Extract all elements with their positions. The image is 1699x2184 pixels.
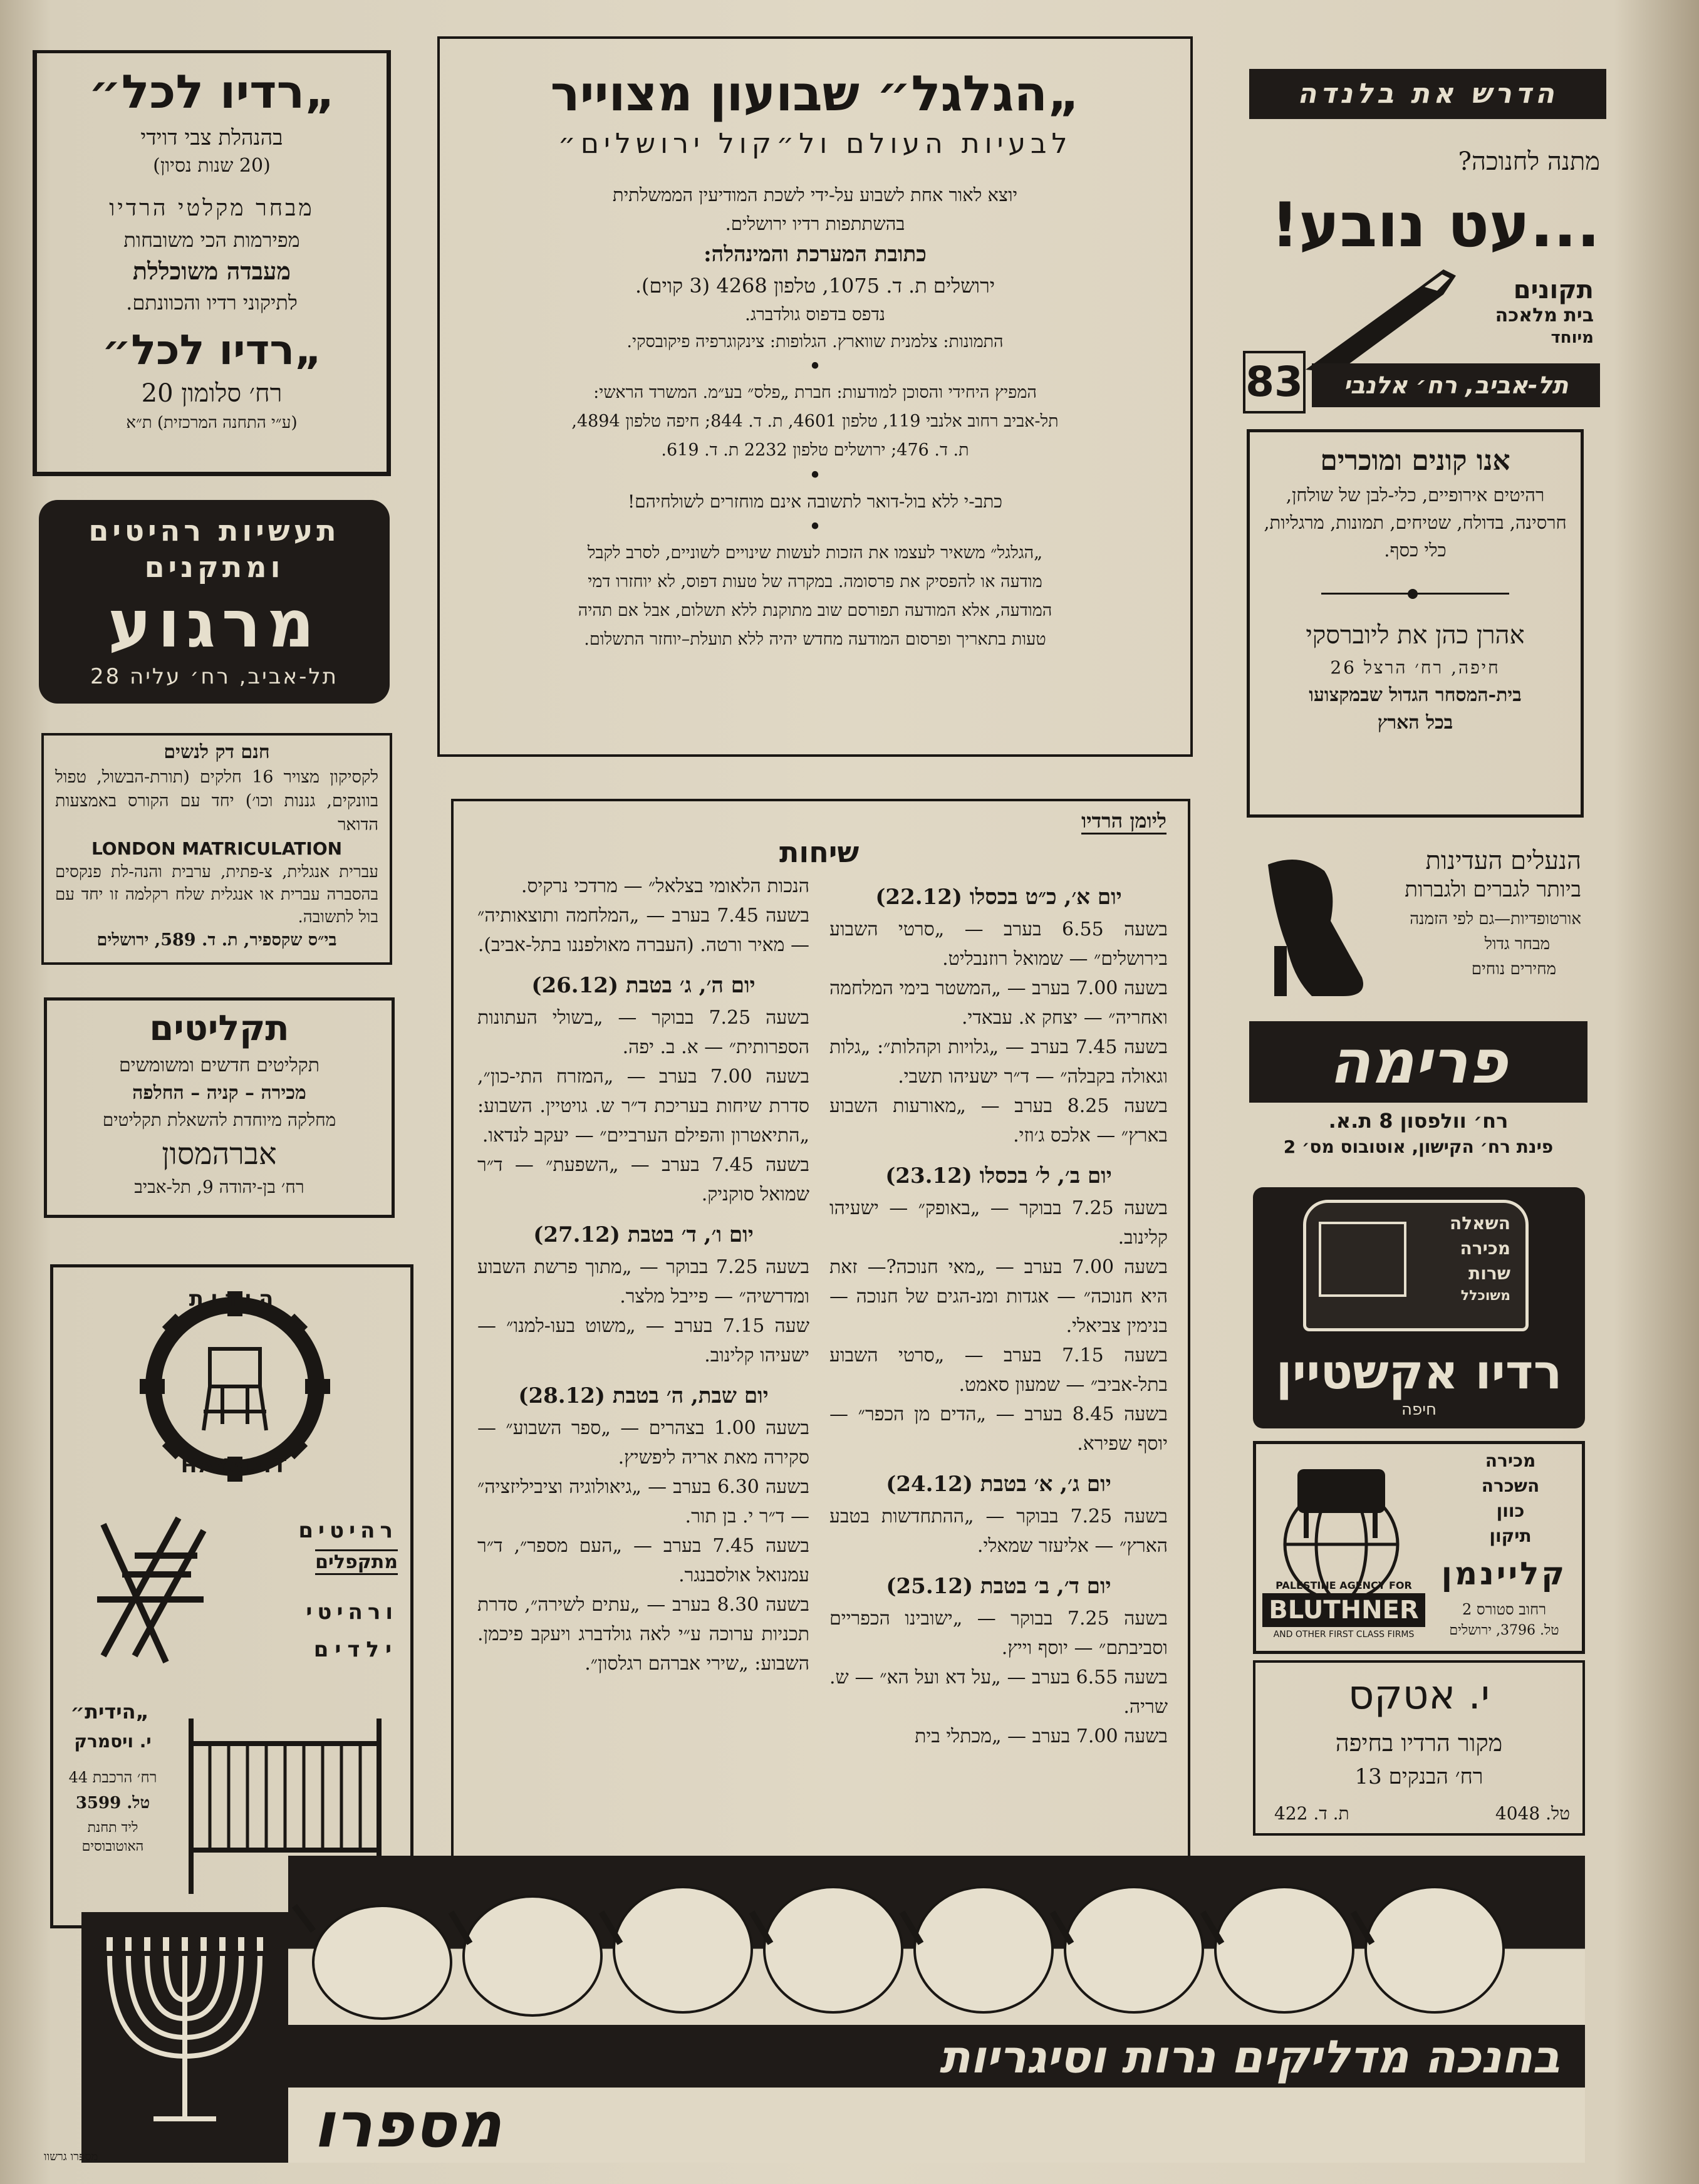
ad-title: „רדיו לכל״ — [88, 65, 335, 119]
schedule-column-left — [477, 871, 809, 1678]
ad-buyers — [1247, 429, 1584, 818]
ad-address: פינת רח׳ הקישון, אוטובוס מס׳ 2 — [1283, 1136, 1554, 1157]
ad-lexicon — [41, 733, 392, 965]
ad-line: מחירים נוחים — [1471, 960, 1556, 979]
ad-brand: BLUTHNER — [1262, 1593, 1425, 1627]
masthead-text: נדפס בדפוס גולדברג. — [744, 304, 886, 325]
ad-title: חנם דק לנשים — [164, 741, 270, 763]
ad-note: ליד תחנת האוטובוסים — [81, 1820, 144, 1854]
ad-line: מבחר מקלטי הרדיו — [109, 195, 314, 221]
slogan-strip — [288, 2025, 1585, 2088]
ad-line: בית-המסחר הגדול שבמקצועו — [1309, 684, 1522, 706]
schedule-day-heading: יום ג׳, א׳ בטבת (24.12) — [886, 1472, 1111, 1497]
masthead-text: כתובת המערכת והמינהלה: — [704, 242, 927, 267]
ad-bottom-banner — [44, 1856, 1585, 2169]
schedule-entry: בשעה 8.45 בערב — „הדים מן הכפר״ — יוסף שפירא. — [829, 1403, 1168, 1455]
masthead-text: התמונות: צלמנית שווארץ. הגלופות: צינקוגרפיה פיקובסקי. — [626, 332, 1004, 351]
ad-line: בית מלאכה — [1495, 304, 1594, 326]
ad-number: 83 — [1243, 351, 1306, 413]
ad-address: רח׳ הרכבת 44 — [68, 1769, 157, 1786]
schedule-entry: בשעה 7.25 בבוקר — „באופק״ — ישעיהו קלינוב. — [829, 1197, 1168, 1249]
masthead-text: תל-אביב רחוב אלנבי 119, טלפון 4601, ת. ד. 844; חיפה טלפון 4894, — [571, 412, 1059, 431]
ad-line: מעבדה משוכללת — [132, 257, 291, 285]
ad-title: תקליטים — [149, 1008, 289, 1049]
schedule-entry: בשעה 7.25 בבוקר — „ההתחדשות בטבע הארץ״ — אליעזר שמאלי. — [829, 1505, 1168, 1557]
ad-address: רח׳ סלומון 20 — [141, 379, 283, 408]
menorah-icon — [94, 1931, 276, 2144]
schedule-entry: שעה 7.15 בערב — „משוט בעו-למנו״ — ישעיהו קלינוב. — [477, 1315, 809, 1366]
smoking-faces-illustration — [288, 1856, 1585, 2025]
shoe-icon — [1249, 852, 1374, 1002]
ad-item: ילדים — [313, 1637, 398, 1662]
ad-line: מקור הרדיו בחיפה — [1335, 1729, 1503, 1757]
ad-pobox: ת. ד. 422 — [1274, 1803, 1349, 1824]
schedule-entry: בשעה 7.45 בערב — „השפעת״ — ד״ר שמואל סוקניק. — [477, 1154, 809, 1205]
ad-address: רח׳ בן-יהודה 9, תל-אביב — [134, 1177, 304, 1197]
schedule-entry: בשעה 7.25 בבוקר — „ישובינו הכפריים וסביבתם״ — יוסף וייץ. — [829, 1608, 1168, 1659]
folding-chair-icon — [78, 1505, 216, 1668]
logo-hebrew: הידית — [189, 1286, 281, 1311]
ad-name: קליינמן — [1441, 1556, 1567, 1592]
ad-line: הנעלים העדינות — [1425, 846, 1581, 875]
ad-line: מפירמות הכי משובחות — [123, 228, 300, 252]
piano-globe-icon — [1260, 1450, 1423, 1601]
schedule-column-right — [829, 871, 1168, 1751]
masthead-text: המודעה, אלא המודעה תפורסם שוב מתוקנת ללא תשלום, אבל אם תהיה — [578, 601, 1052, 620]
ad-line: השכרה — [1481, 1475, 1540, 1496]
separator-dot: • — [808, 463, 822, 489]
schedule-entry: בשעה 7.25 בבוקר — „בשולי העתונות הספרותית״ — א. ב. יפה. — [477, 1007, 810, 1058]
schedule-entry: בשעה 7.00 בערב — „מכתלי בית — [915, 1725, 1168, 1747]
masthead-text: ירושלים ת. ד. 1075, טלפון 4268 (3 קוים). — [635, 274, 995, 298]
ad-line: אורטופדיות—גם לפי הזמנה — [1410, 910, 1581, 928]
fountain-pen-icon — [1299, 263, 1462, 376]
ad-line: תעשיות רהיטים — [88, 514, 340, 548]
ad-radio-lekol — [33, 50, 391, 476]
ad-line: תקליטים חדשים ומשומשים — [118, 1054, 320, 1076]
hayadit-logo — [135, 1286, 335, 1487]
ad-title: אנו קונים ומוכרים — [1320, 445, 1510, 477]
ad-item: רהיטים — [298, 1518, 398, 1543]
ad-line: השאלה — [1449, 1213, 1510, 1234]
schedule-label: ליומן הרדיו — [1081, 809, 1166, 835]
masthead-text: כתב-י ללא בול-דואר לתשובה אינם מוחזרים לשולחיהם! — [628, 491, 1002, 512]
ad-item: ורהיטי — [306, 1599, 398, 1625]
ad-address: רחוב סטורס 2 — [1462, 1601, 1546, 1618]
ad-city: חיפה — [1401, 1400, 1437, 1419]
schedule-entry: בשעה 8.25 בערב — „מאורעות השבוע בארץ״ — אלכס ג׳וזי. — [829, 1095, 1168, 1147]
schedule-entry: בשעה 7.15 בערב — „סרטי השבוע בתל-אביב״ — שמעון סאמט. — [829, 1344, 1168, 1396]
schedule-entry: הנכות הלאומי בצלאל״ — מרדכי נרקיס. — [521, 875, 809, 897]
ad-slogan: בחנכה מדליקים נרות וסיגריות — [939, 2031, 1560, 2083]
ad-banner: הדרש את בלנדה — [1249, 69, 1606, 119]
ad-line: ומתקנים — [144, 550, 284, 584]
ad-name: „הידית״ — [70, 1700, 149, 1724]
ad-line: תיקון — [1489, 1526, 1532, 1546]
ad-name: י. אטקס — [1348, 1672, 1490, 1719]
ad-text: לקסיקון מצויר 16 חלקים (תורת-הבשול, טפול בוונקים, גננות וכו׳) יחד עם הקורס באמצעות הדואר — [55, 767, 378, 835]
ad-kleinman — [1253, 1441, 1585, 1654]
ad-name: אברהמסון — [162, 1136, 277, 1172]
schedule-entry: בשעה 6.30 בערב — „גיאולוגיה וציביליזציה״ — ד״ר י. בן תור. — [477, 1476, 809, 1527]
masthead-subtitle: לבעיות העולם ול״קול ירושלים״ — [558, 128, 1073, 160]
ad-brand: פרימה — [1249, 1021, 1587, 1103]
ad-agency: AND OTHER FIRST CLASS FIRMS — [1273, 1630, 1415, 1640]
ad-phone: טל. 3796, ירושלים — [1449, 1623, 1559, 1638]
ad-line: כוון — [1496, 1500, 1525, 1521]
ad-line: מכירה – קניה – החלפה — [132, 1082, 306, 1104]
ad-line: תקונים — [1513, 276, 1594, 304]
ad-records — [44, 997, 395, 1218]
ad-line: (20 שנות נסיון) — [153, 155, 271, 177]
schedule-entry: בשעה 7.25 בבוקר — „מתוך פרשת השבוע ומדרשיה״ — פייבל מלצר. — [477, 1256, 809, 1308]
schedule-title: שיחות — [779, 835, 860, 869]
schedule-day-heading: יום שבת, ה׳ בטבת (28.12) — [518, 1383, 769, 1408]
ad-footer: בי״ס שקספיר, ת. ד. 589, ירושלים — [96, 930, 337, 950]
menorah-panel — [81, 1912, 288, 2163]
ad-text: רהיטים אירופיים, כלי-לבן של שולחן, חרסינה, בדולח, שטיחים, תמונות, מרגליות, כלי כסף. — [1264, 484, 1567, 561]
masthead-text: „הגלגל״ משאיר לעצמו את הזכות לעשות שינויים לשוניים, לסרב לקבל — [587, 543, 1043, 563]
decorative-divider — [1321, 589, 1509, 598]
ad-line: מכירה — [1460, 1238, 1510, 1259]
schedule-day-heading: יום א׳, כ״ט בכסלו (22.12) — [875, 885, 1122, 910]
radio-set-illustration — [1303, 1200, 1529, 1331]
schedule-entry: בשעה 7.45 בערב — „המלחמה ותוצאותיה״ — מאיר ורטה. (העברה מאולפננו בתל-אביב). — [477, 905, 810, 956]
ad-question: מתנה לחנוכה? — [1458, 147, 1600, 176]
ad-line: בהנהלת צבי דוידי — [140, 125, 283, 150]
ad-title-2: „רדיו לכל״ — [101, 326, 322, 374]
ad-text-2: עברית אנגלית, צ-פתית, ערבית והנה-לת פנקסים בהסברה עברית או אנגלית שלח רקלמה זו יחד עם בול לתשובה. — [55, 863, 378, 927]
schedule-day-heading: יום ד׳, ב׳ בטבת (25.12) — [886, 1574, 1111, 1599]
schedule-day-heading: יום ב׳, ל׳ בכסלו (23.12) — [885, 1163, 1112, 1188]
separator-dot: • — [808, 514, 822, 540]
masthead-text: בהשתתפות רדיו ירושלים. — [725, 213, 905, 234]
ad-line: לתיקוני רדיו והכוונתם. — [126, 291, 298, 315]
ad-brand: מספרו — [313, 2088, 502, 2161]
masthead-text: מודעה או להפסיק את פרסומה. במקרה של טעות דפוס, לא יוחזרו דמי — [588, 572, 1042, 591]
ad-line: בכל הארץ — [1377, 712, 1453, 734]
ad-atkes — [1253, 1660, 1585, 1836]
ad-name: אהרן כהן את ליוברסקי — [1306, 621, 1525, 650]
radio-schedule-box — [451, 799, 1190, 1873]
schedule-entry: בשעה 7.00 בערב — „מאי חנוכה?— זאת היא חנוכה״ — אגדות ומנ-הגים של חנוכה — בנימין צביאלי. — [829, 1256, 1168, 1337]
ad-address: רח׳ הבנקים 13 — [1354, 1764, 1483, 1789]
ad-english: LONDON MATRICULATION — [91, 838, 343, 859]
ad-line: שרות — [1468, 1263, 1510, 1284]
separator-dot: • — [808, 354, 822, 380]
ad-line: מבחר גדול — [1484, 935, 1550, 954]
schedule-day-heading: יום ו׳, ד׳ בטבת (27.12) — [533, 1222, 754, 1247]
ad-brand: רדיו אקשטיין — [1276, 1344, 1562, 1400]
ad-address: תל-אביב, רח׳ אלנבי — [1312, 363, 1600, 407]
schedule-entry: בשעה 7.00 בערב — „המזרח התי-כון״, סדרת שיחות בעריכת ד״ר ש. גויטיין. השבוע: „התיאטרון והפילם הערביים״ — יעקב לנדאו. — [477, 1066, 809, 1147]
ad-item: מתקפלים — [315, 1549, 398, 1575]
ad-prima — [1249, 840, 1587, 1165]
printer-credit: מספרו גרשוו — [44, 2150, 98, 2163]
faces-illustration — [288, 1856, 1585, 2025]
ad-title: מרגוע — [108, 586, 321, 662]
ad-radio-ashtein — [1253, 1187, 1585, 1428]
schedule-day-heading: יום ה׳, ג׳ בטבת (26.12) — [531, 973, 756, 998]
schedule-entry: בשעה 7.45 בערב — „גלויות וקהלות״: „גלות וגאולה בקבלה״ — ד״ר ישעיהו תשבי. — [829, 1036, 1168, 1088]
masthead-text: המפיץ היחידי והסוכן למודעות: חברת „פלס״ בע״מ. המשרד הראשי: — [593, 383, 1037, 402]
schedule-entry: בשעה 7.00 בערב — „המשטר בימי המלחמה ואחריה״ — יצחק א. עבאדי. — [829, 977, 1168, 1029]
ad-pen — [1243, 69, 1606, 420]
schedule-entry: בשעה 6.55 בערב — „על דא ועל הא״ — ש. שריה. — [829, 1667, 1168, 1718]
ad-line: מחלקה מיוחדת להשאלת תקליטים — [102, 1110, 336, 1130]
schedule-entry: בשעה 7.45 בערב — „העם מספר״, ד״ר עמנואל אולסבנגר. — [477, 1535, 809, 1586]
brand-strip — [288, 2088, 1585, 2163]
ad-agency: PALESTINE AGENCY FOR — [1276, 1579, 1412, 1591]
ad-phone: טל. 4048 — [1495, 1803, 1570, 1824]
logo-text: HAYADIT — [180, 1455, 289, 1477]
ad-margoa — [39, 500, 390, 704]
ad-line: מיוחד — [1551, 328, 1594, 347]
schedule-entry: בשעה 1.00 בצהרים — „ספר השבוע״ — סקירה מאת אריה ליפשיץ. — [477, 1417, 809, 1469]
masthead-box — [437, 36, 1193, 757]
ad-phone: טל. 3599 — [75, 1794, 150, 1812]
masthead-text: ת. ד. 476; ירושלים טלפון 2232 ת. ד. 619. — [661, 440, 969, 460]
ad-footer: (ע״י התחנה המרכזית) ת״א — [126, 413, 298, 432]
ad-hayadit — [50, 1264, 413, 1928]
masthead-text: טעות בתאריך ופרסום המודעה מחדש יהיה ללא תועלת–יוחזר התשלום. — [584, 630, 1046, 649]
ad-owner: י. ויסמרק — [74, 1731, 152, 1752]
ad-address: תל-אביב, רח׳ עליה 28 — [90, 664, 339, 689]
masthead-text: יוצא לאור אחת לשבוע על-ידי לשכת המודיעין הממשלתית — [612, 184, 1018, 205]
ad-line: ביותר לגברים ולגברות — [1405, 877, 1581, 902]
ad-address: רח׳ וולפסון 8 ת.א. — [1328, 1109, 1509, 1133]
schedule-entry: בשעה 8.30 בערב — „עתים לשירה״, סדרת תכניות ערוכה ע״י לאה גולדברג ויעקב פיכמן. השבוע: „שירי אברהם רגלסון״. — [477, 1594, 810, 1675]
masthead-title: „הגלגל״ שבועון מצוייר — [550, 66, 1080, 122]
ad-line: מכירה — [1485, 1450, 1536, 1471]
ad-address: חיפה, רח׳ הרצל 26 — [1330, 657, 1500, 678]
schedule-entry: בשעה 6.55 בערב — „סרטי השבוע בירושלים״ — שמואל רוזנבליט. — [829, 918, 1168, 970]
ad-title: ...עט נובע! — [1270, 190, 1600, 261]
ad-line: משוכלל — [1460, 1288, 1510, 1304]
